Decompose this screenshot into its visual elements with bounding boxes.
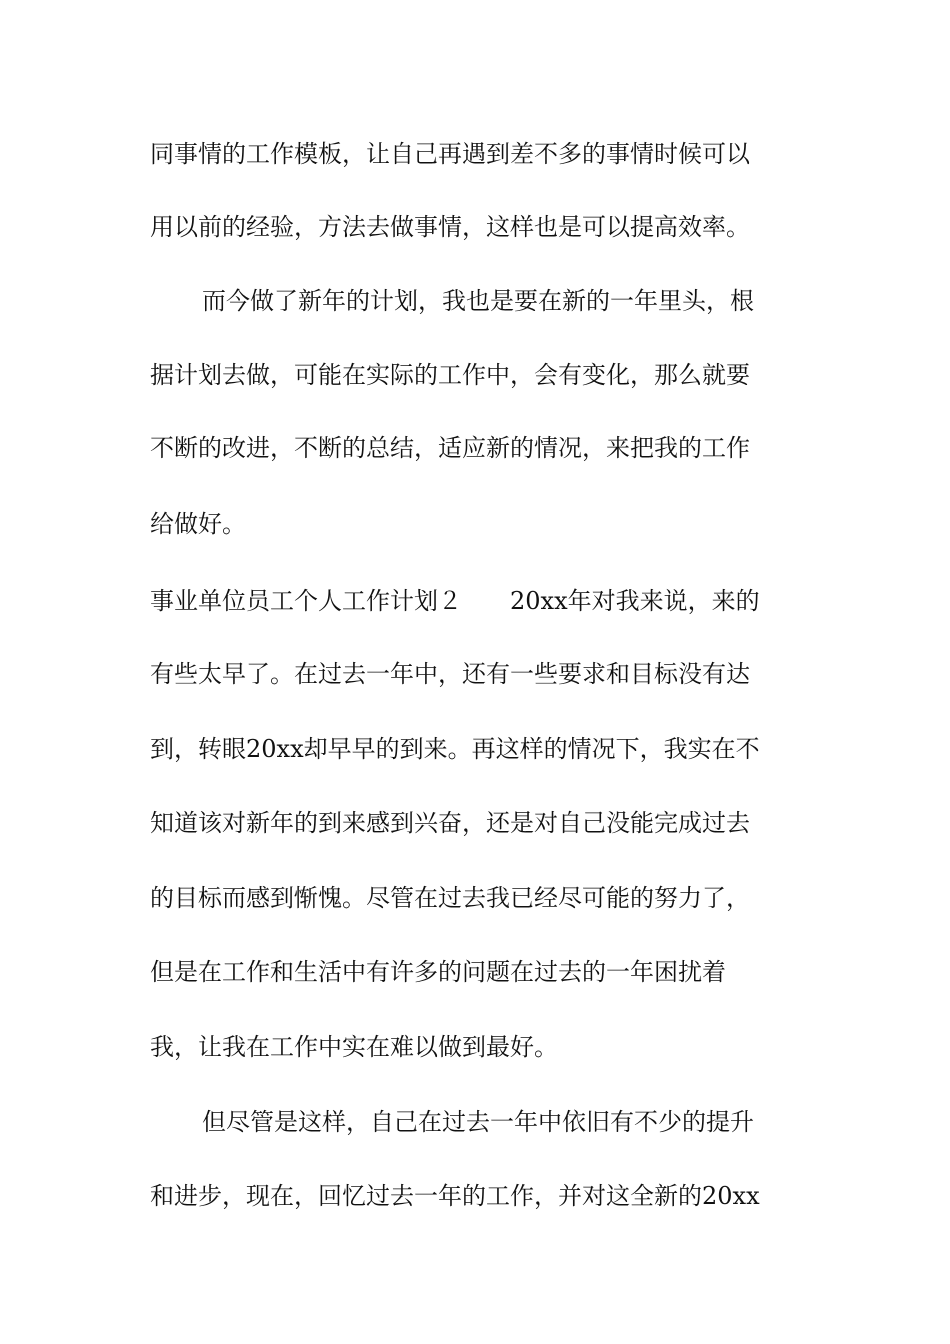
text-line: 和进步，现在，回忆过去一年的工作，并对这全新的20xx [150,1182,760,1210]
text-line: 用以前的经验，方法去做事情，这样也是可以提高效率。 [150,213,750,241]
text-line: 有些太早了。在过去一年中，还有一些要求和目标没有达 [150,660,750,688]
text-line: 据计划去做，可能在实际的工作中，会有变化，那么就要 [150,361,750,389]
text-line: 但是在工作和生活中有许多的问题在过去的一年困扰着 [150,958,726,986]
section-heading-line: 事业单位员工个人工作计划２ 20xx年对我来说，来的 [150,587,760,615]
text-line: 到，转眼20xx却早早的到来。再这样的情况下，我实在不 [150,735,760,763]
text-line: 不断的改进，不断的总结，适应新的情况，来把我的工作 [150,434,750,462]
text-line: 知道该对新年的到来感到兴奋，还是对自己没能完成过去 [150,809,750,837]
paragraph-first-line: 而今做了新年的计划，我也是要在新的一年里头，根 [202,287,754,315]
text-line: 的目标而感到惭愧。尽管在过去我已经尽可能的努力了， [150,884,750,912]
text-line: 给做好。 [150,510,246,538]
paragraph-first-line: 但尽管是这样，自己在过去一年中依旧有不少的提升 [202,1108,754,1136]
text-line: 同事情的工作模板，让自己再遇到差不多的事情时候可以 [150,140,750,168]
text-line: 我，让我在工作中实在难以做到最好。 [150,1033,558,1061]
